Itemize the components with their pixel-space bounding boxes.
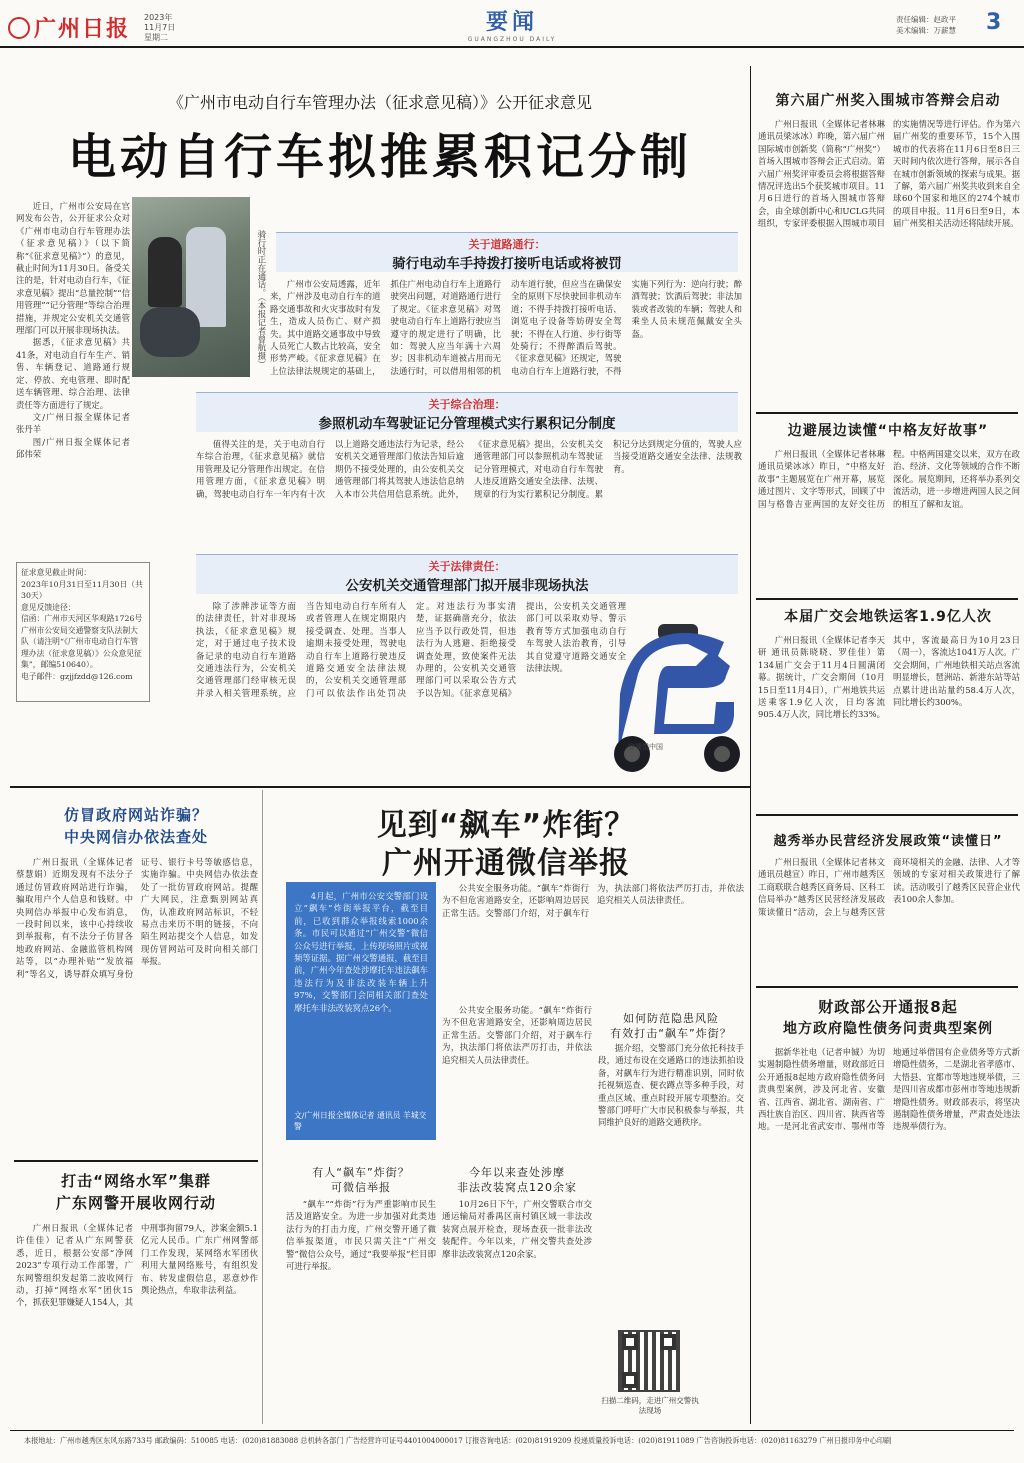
section-title — [0, 5, 1024, 43]
lead-kicker: 《广州市电动自行车管理办法（征求意见稿）》公开征求意见 — [167, 93, 592, 112]
photo-caption: 骑行时正在通话。（本报记者曾航摄） — [257, 230, 267, 369]
right-text-5: 据新华社电（记者申铖）为切实遏制隐性债务增量，财政部近日公开通报8起地方政府隐性债务问责典型案例，涉及河北省、安徽省、江西省、湖北省、湖南省、广西壮族自治区、四川省、陕西省等地。一是河北省武安市、鄂州市等地通过举借国有企业债务等方式新增隐性债务，二是湖北省孝感市、大悟县、宜都市等地违规举债，三是四川省成都市彭州市等地违规新增隐性债务。财政部表示，将坚决遏制隐性债务增量，严肃查处违法违规举债行为。 — [758, 1047, 1020, 1132]
left-text-1: 广州日报讯（全媒体记者蔡慧娟）近期发现有不法分子通过仿冒政府网站进行诈骗，骗取用户个人信息和钱财。中央网信办举报中心发布消息，一段时间以来，该中心持续收到举报称，有不法分子仿冒各地政府网站、金融监管机构网站等，以“办理补贴”“发放福利”等名义，诱导群众填写身份证号、银行卡号等敏感信息，实施诈骗。中央网信办依法查处了一批仿冒政府网站。提醒广大网民，注意甄别网站真伪，认准政府网站标识，不轻易点击来历不明的链接，不向陌生网站提交个人信息，如发现仿冒网站可及时向相关部门举报。 — [16, 857, 258, 979]
right-rule-1 — [756, 412, 1018, 414]
left-body-2 — [16, 1222, 258, 1424]
right-text-1: 广州日报讯（全媒体记者林琳 通讯员梁冰冰）昨晚，第六届广州国际城市创新奖（简称“广州奖”）首场入围城市答辩会正式启动。第六届广州奖评审委员会将根据答辩情况评选出5个获奖城市项目。11月6日进行的首场入围城市答辩会，由全球创新中心和UCLG共同组织，专家评委根据入围城市项目的实施情况等进行评估。作为第六届广州奖的重要环节，15个入围城市的代表将在11月6日至8日三天时间内依次进行答辩，展示各自在城市创新领域的探索与成果。据了解，第六届广州奖共收到来自全球60个国家和地区的274个城市的项目申报。11月6日至9日，本届广州奖相关活动还将陆续开展。 — [758, 119, 1020, 229]
right-column-divider — [750, 66, 751, 1424]
qa-title-2: 可微信举报 — [331, 1181, 391, 1194]
notice-title: 征求意见截止时间： — [21, 568, 92, 577]
qa-text: “飙车”“炸街”行为严重影响市民生活及道路安全。为进一步加强对此类违法行为的打击力度，广州交警开通了微信举报渠道，市民只需关注“广州交警”微信公众号，通过“我要举报”栏目即可进行举报。 — [286, 1199, 436, 1272]
right-body-2 — [758, 448, 1020, 596]
scooter-illustration — [598, 604, 746, 778]
center-left-body — [442, 1004, 592, 1162]
right-body-5 — [758, 1046, 1020, 1424]
section3-kicker: 关于法律责任： — [428, 560, 506, 573]
right-rule-2 — [756, 598, 1018, 600]
left-headline-2: 打击“网络水军”集群 — [61, 1172, 211, 1190]
right-headline-5b: 地方政府隐性债务问责典型案例 — [783, 1021, 993, 1037]
blue-box-text: 4月起，广州市公安交警部门设立“飙车”炸街举报平台，截至目前，已收到群众举报线索1000余条。市民可以通过“广州交警”微信公众号进行举报，上传现场照片或视频等证据。据广州交警通报，截至目前，广州今年查处涉摩托车违法飙车违法行为及非法改装车辆上升97%，交警部门会同相关部门查处摩托车非法改装窝点26个。 — [294, 891, 428, 1013]
date-year: 2023年 — [144, 13, 173, 22]
section3-text: 除了涉牌涉证等方面的法律责任，针对非现场执法，《征求意见稿》规定，对于通过电子技术设备记录的电动自行车道路交通违法行为，公安机关交通管理部门经审核无误并录入相关管理系统，应当告知电动自行车所有人或者管理人在规定期限内接受调查、处理。当事人逾期未接受处理，驾驶电动自行车上道路行驶违反道路交通安全法律法规的，公安机关交通管理部门可以依法作出处罚决定。对违法行为事实清楚，证据确凿充分，依法应当予以行政处罚，但违法行为人逃避、拒绝接受调查处理，致使案件无法办理的，公安机关交通管理部门可以采取公告方式予以告知。《征求意见稿》提出，公安机关交通管理部门可以采取劝导、警示教育等方式加强电动自行车驾驶人法治教育，引导其自觉遵守道路交通安全法律法规。 — [196, 601, 626, 698]
editor-line: 责任编辑：赵政平 — [896, 15, 956, 24]
footer-text: 本报地址：广州市越秀区东风东路733号 邮政编码：510085 电话：(020)81883088 总机转各部门 广告经营许可证号4401004000017 订报咨询电话：(020)81919209 投递质量投诉电话：(020)81911089 广告咨询投诉电话：(020)81163279 广州日报印务中心印刷 — [24, 1436, 892, 1445]
right-headline-1: 第六届广州奖入围城市答辩会启动 — [775, 93, 1001, 109]
qr-corner-icon — [622, 1334, 638, 1350]
qr-caption: 扫描二维码，走进广州交警执法现场 — [601, 1396, 699, 1415]
qr-corner-icon — [660, 1334, 676, 1350]
stat-text: 10月26日下午，广州交警联合市交通运输局对番禺区南村镇区域一非法改装窝点展开检查，现场查获一批非法改装配件。今年以来，广州交警共查处涉摩非法改装窝点120余家。 — [442, 1199, 592, 1259]
prevent-body — [598, 1042, 744, 1324]
lead-photo-byline: 图/广州日报全媒体记者 邱伟荣 — [16, 436, 130, 460]
stat-body — [442, 1198, 592, 1424]
notice-body: 信函：广州市天河区华观路1726号广州市公安局交通警察支队法制大队（请注明“《广州市电动自行车管理办法（征求意见稿）》公众意见征集”，邮编510640）。 — [21, 614, 143, 669]
right-text-4: 广州日报讯（全媒体记者林文 通讯员越宣）昨日，广州市越秀区工商联联合越秀区商务局、区科工信局举办“越秀区民营经济发展政策读懂日”活动，会上与越秀区营商环境相关的金融、法律、人才等领域的专家对相关政策进行了解读。活动吸引了越秀区民营企业代表100余人参加。 — [758, 857, 1020, 917]
logo-text: 广州日报 — [34, 16, 131, 42]
section2-kicker: 关于综合治理： — [428, 398, 506, 411]
right-headline-5: 财政部公开通报8起 — [818, 998, 958, 1016]
right-body-3 — [758, 634, 1020, 810]
right-body-4 — [758, 856, 1020, 980]
art-editor-line: 美术编辑：万薪慧 — [896, 26, 956, 35]
right-rule-3 — [756, 814, 1018, 816]
qa-body — [286, 1198, 436, 1424]
center-headline: 见到“飙车”炸街？ — [376, 808, 636, 843]
notice-email: 电子邮件：gzjjfzdd@126.com — [21, 671, 133, 681]
section2-body — [196, 438, 742, 546]
bottom-divider-left — [262, 790, 263, 1424]
notice-date: 2023年10月31日至11月30日（共30天） — [21, 579, 143, 600]
prevent-title-2: 有效打击“飙车”炸街？ — [610, 1027, 732, 1040]
scooter-icon — [598, 604, 746, 778]
section1-body — [270, 278, 742, 382]
section3-title: 公安机关交通管理部门拟开展非现场执法 — [345, 578, 589, 594]
stat-title-2: 非法改装窝点120余家 — [457, 1181, 577, 1194]
left-headline-1: 仿冒政府网站诈骗？ — [63, 806, 208, 824]
lead-headline: 电动自行车拟推累积记分制 — [67, 129, 692, 185]
notice-box — [16, 562, 150, 702]
right-body-1 — [758, 118, 1020, 408]
section1-band — [276, 232, 738, 272]
left-headline-2b: 广东网警开展收网行动 — [55, 1194, 216, 1212]
prevent-title: 如何防范隐患风险 — [623, 1012, 719, 1025]
left-headline-1b: 中央网信办依法查处 — [63, 828, 208, 846]
prevent-text: 据介绍，交警部门充分依托科技手段，通过布设在交通路口的违法抓拍设备，对飙车行为进行精准识别，同时依托视频巡查、便衣蹲点等多种手段，对重点区域、重点时段开展专项整治。交警部门呼吁广大市民积极参与举报，共同维护良好的道路交通秩序。 — [598, 1043, 744, 1128]
right-headline-2: 边避展边读懂“中格友好故事” — [787, 423, 989, 439]
editor-credits — [896, 14, 956, 36]
lead-intro-text: 近日，广州市公安局在官网发布公告，公开征求公众对《广州市电动自行车管理办法（征求意见稿）》（以下简称“《征求意见稿》”）的意见，截止时间为11月30日。备受关注的是，针对电动自行车，《征求意见稿》提出“总量控制”“信用管理”“记分管理”等综合治理措施，并规定公安机关交通管理部门可以开展非现场执法。 — [16, 201, 130, 336]
section2-title: 参照机动车驾驶证记分管理模式实行累积记分制度 — [318, 416, 616, 432]
page-number: 3 — [986, 10, 1002, 35]
section-name-en: GUANGZHOU DAILY — [467, 36, 557, 43]
lead-byline: 文/广州日报全媒体记者 张丹羊 — [16, 411, 130, 435]
lead-intro — [16, 200, 130, 488]
right-text-2: 广州日报讯（全媒体记者林琳 通讯员梁冰冰）昨日，“中格友好故事”主题展览在广州开幕，展览通过图片、文字等形式，回顾了中国与格鲁吉亚两国的友好交往历程。中格两国建交以来，双方在政治、经济、文化等领域的合作不断深化。展览期间，还将举办系列交流活动，进一步增进两国人民之间的相互了解和友谊。 — [758, 449, 1020, 509]
right-text-3: 广州日报讯（全媒体记者李天研 通讯员陈晓晓、罗佳佳）第134届广交会于11月4日圆满闭幕。据统计，广交会期间（10月15日至11月4日），广州地铁共运送乘客1.9亿人次，日均客流905.4万人次，同比增长约33%。其中，客流最高日为10月23日（周一），客流达1041万人次。广交会期间，广州地铁相关站点客流明显增长，琶洲站、新港东站等站点累计进出站量约58.4万人次，同比增长约300%。 — [758, 635, 1020, 720]
lead-intro-text-2: 据悉，《征求意见稿》共41条，对电动自行车生产、销售、车辆登记、道路通行规定、停放、充电管理、即时配送车辆管理、综合治理、法律责任等方面进行了规定。 — [16, 337, 130, 410]
center-mid-text: 公共安全服务功能。“飙车”炸街行为不但危害道路安全，还影响周边居民正常生活。交警部门介绍，对于飙车行为，执法部门将依法严厉打击，并依法追究相关人员法律责任。 — [442, 883, 744, 918]
date-weekday: 星期二 — [144, 33, 168, 42]
section1-text: 广州市公安局透露，近年来，广州涉及电动自行车的道路交通事故和火灾事故时有发生，造成人员伤亡、财产损失。其中道路交通事故中导致人员死亡人数占比较高，安全形势严峻。《征求意见稿》在上位法律法规规定的基础上，抓住广州电动自行车上道路行驶突出问题，对道路通行进行了规定。《征求意见稿》对驾驶电动自行车上道路行驶应当遵守的规定进行了明确，比如：驾驶人应当年满十六周岁；因非机动车道被占用而无法通行时，可以借用相邻的机动车道行驶，但应当在确保安全的原则下尽快驶回非机动车道；不得手持拨打接听电话、浏览电子设备等妨碍安全驾驶；不得在人行道、步行街等处骑行；不得醉酒后驾驶。《征求意见稿》还规定，驾驶电动自行车上道路行驶，不得实施下列行为：逆向行驶；醉酒驾驶；饮酒后驾驶；非法加装或者改装的车辆；驾驶人和乘坐人员未规范佩戴安全头盔。 — [270, 279, 742, 376]
left-body-1 — [16, 856, 258, 1156]
section-name: 要闻 — [485, 10, 538, 35]
date-day: 11月7日 — [144, 23, 176, 32]
section1-title: 骑行电动车手持拨打接听电话或将被罚 — [392, 256, 622, 272]
right-headline-3: 本届广交会地铁运客1.9亿人次 — [784, 609, 992, 625]
stat-title: 今年以来查处涉摩 — [469, 1166, 565, 1179]
blue-box-body — [294, 890, 428, 1104]
photo-watermark: @视觉中国 — [628, 743, 663, 751]
section3-band — [196, 554, 738, 594]
footer-rule — [10, 1430, 1014, 1431]
center-mid-body — [442, 882, 744, 1000]
blue-info-box — [286, 882, 436, 1140]
left-rule — [14, 1160, 258, 1162]
lead-photo — [132, 197, 250, 377]
blue-box-byline: 文/广州日报全媒体记者 通讯员 羊城交警 — [294, 1111, 427, 1131]
section2-text: 值得关注的是，关于电动自行车综合治理，《征求意见稿》就信用管理及记分管理作出规定。在信用管理方面，《征求意见稿》明确，驾驶电动自行车一年内有十次以上道路交通违法行为记录，经公安机关交通管理部门依法告知后逾期仍不接受处理的，由公安机关交通管理部门将其驾驶人违法信息纳入本市公共信用信息系统。此外，《征求意见稿》提出，公安机关交通管理部门可以参照机动车驾驶证记分管理模式，对电动自行车驾驶人违反道路交通安全法律、法规、规章的行为实行累积记分制度。累积记分达到规定分值的，驾驶人应当接受道路交通安全法律、法规教育。 — [196, 439, 742, 499]
notice-way: 意见反馈途径： — [21, 602, 76, 612]
section1-kicker: 关于道路通行： — [468, 238, 546, 251]
left-text-2: 广州日报讯（全媒体记者许佳佳）记者从广东网警获悉，近日，根据公安部“净网2023”专项行动工作部署，广东网警组织发起第二波收网行动，打掉“网络水军”团伙15个，抓获犯罪嫌疑人154人，其中刑事拘留79人，涉案金额5.1亿元人民币。广东广州网警部门工作发现，某网络水军团伙利用大量网络账号，有组织发布、转发虚假信息，恶意炒作舆论热点，牟取非法利益。 — [16, 1223, 258, 1308]
section3-body — [196, 600, 626, 760]
scooter-figure — [140, 307, 200, 357]
section2-band — [196, 392, 738, 432]
center-left-text: 公共安全服务功能。“飙车”炸街行为不但危害道路安全，还影响周边居民正常生活。交警部门介绍，对于飙车行为，执法部门将依法严厉打击，并依法追究相关人员法律责任。 — [442, 1005, 592, 1065]
qa-title: 有人“飙车”炸街？ — [312, 1166, 410, 1179]
center-headline-2: 广州开通微信举报 — [382, 846, 630, 881]
masthead — [0, 0, 1024, 48]
qr-corner-icon — [622, 1372, 638, 1388]
right-rule-4 — [756, 986, 1018, 988]
qr-code[interactable] — [618, 1330, 680, 1392]
right-headline-4: 越秀举办民营经济发展政策“读懂日” — [773, 834, 1003, 849]
lead-bottom-rule — [10, 786, 750, 788]
rider-figure — [148, 237, 182, 307]
